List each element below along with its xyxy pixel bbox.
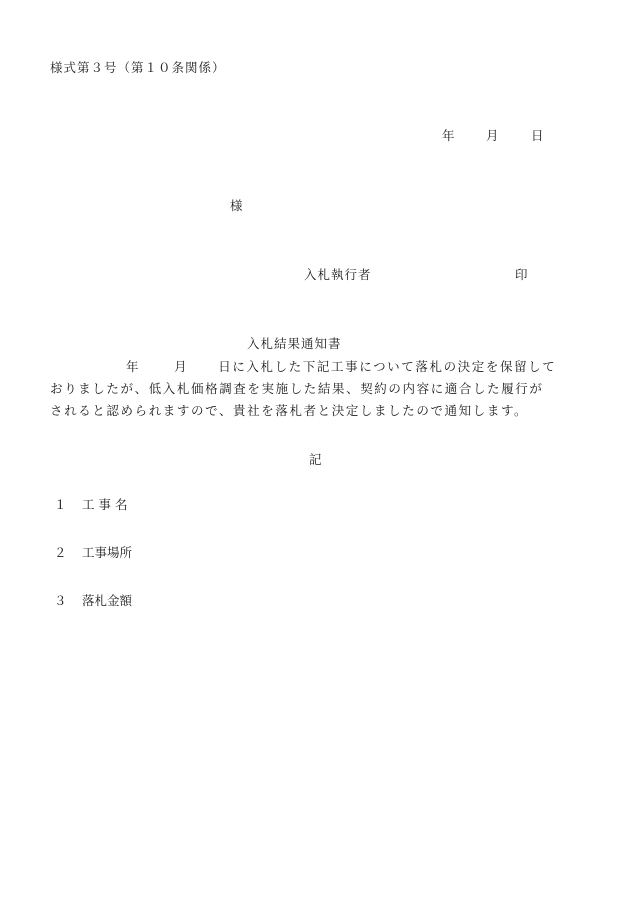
item-number: ２ xyxy=(54,545,67,560)
list-item xyxy=(54,497,127,513)
form-label: 様式第３号（第１０条関係） xyxy=(50,60,226,75)
item-label: 工事場所 xyxy=(82,545,133,560)
document-title: 入札結果通知書 xyxy=(247,336,342,351)
seal-mark: 印 xyxy=(515,267,528,282)
item-label: 落札金額 xyxy=(82,593,133,608)
body-paragraph xyxy=(50,356,584,422)
list-item xyxy=(54,593,132,609)
body-line-1-text: 日に入札した下記工事について落札の決定を保留して xyxy=(218,359,557,374)
date-month: 月 xyxy=(486,128,499,143)
ki-heading: 記 xyxy=(309,452,322,467)
item-label: 工 事 名 xyxy=(82,497,128,512)
date-year: 年 xyxy=(442,128,455,143)
list-item xyxy=(54,545,132,561)
item-number: １ xyxy=(54,497,67,512)
body-line-1 xyxy=(50,356,584,378)
body-year: 年 xyxy=(126,359,141,374)
item-number: ３ xyxy=(54,593,67,608)
addressee-honorific: 様 xyxy=(230,198,243,213)
body-line-3: されると認められますので、貴社を落札者と決定しましたので通知します。 xyxy=(50,403,529,418)
body-line-2: おりましたが、低入札価格調査を実施した結果、契約の内容に適合した履行が xyxy=(50,381,544,396)
date-day: 日 xyxy=(531,128,544,143)
sender-label: 入札執行者 xyxy=(304,267,372,282)
body-month: 月 xyxy=(174,359,189,374)
